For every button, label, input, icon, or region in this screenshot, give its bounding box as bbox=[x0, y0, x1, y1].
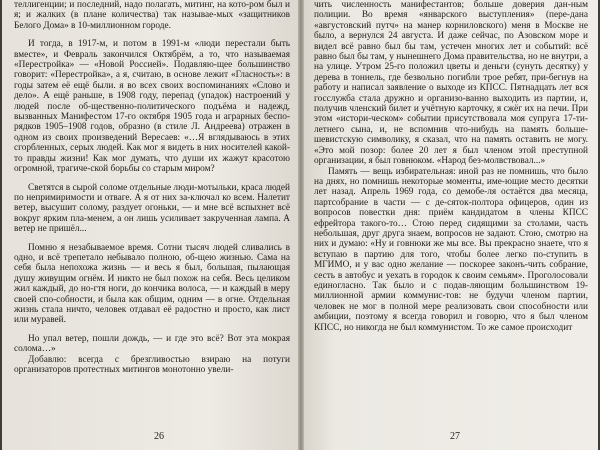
right-page bbox=[300, 0, 598, 450]
paragraph: чить численность манифестантов; больше доверия дан-ным полиции. Во время «январского выступления» (пере-дана «августовский путч» на манер корниловского) меня в Москве не было, а вернулся 24 августа. И даже сейчас, по Азовском море и видел всё равно был бы там, устечен многих лет и событий: всё равно был бы там, у нынешнего Дома правительства, но не внутри, а на улице. Утром 25-го положил цветы и деньги (сунуть десятку) у дерева в тоннель, где безвольно погибли трое ребят, при-бегнув на работу и написал заявление о выходе из КПСС. Пятнадцать лет вся госслужба стала дружно и организо-ванно выходить из партии, и, получив членский билет и учётную карточку, я сжёг их на печи. При этом «истори-ческом» событии присутствовала моя супруга 17-ти-летнего сына, и, не вспомнив что-нибудь на память больше-шевистскую символику, я сказал, что на память оставить не могу. «Это мой позор: более 20 лет я был членом этой преступной организации, я был говнюком. «Народ без-молвствовал...» bbox=[314, 0, 588, 167]
page-number: 26 bbox=[154, 431, 164, 442]
paragraph: Помню я незабываемое время. Сотни тысяч людей сливались в одно, и всё трепетало небывало полною, об-щею жизнью. Сама на себя была непохожа жизнь — и весь я был, большая, пылающая душу живущим огнём. И никто не был похож на себя. Весь целиком жил каждый, до но-гтя ноги, до кончика волоса, — и каждый в меру своей спо-собности, и была как общим, одним — в огне. Отдельная жизнь стала ничто, человек отдавал её радостно и просто, как лист или муравей. bbox=[14, 242, 290, 326]
left-page bbox=[2, 0, 300, 450]
paragraph: И тогда, в 1917-м, и потом в 1991-м «люди перестали быть вместе», и Февраль закончился Октябрём, а то, что называемая «Перестройка» — «Новой Россией». Подавляю-щее большинство говорит: «Перестройка», а я, считаю, в основе лежит «Гласность»: в годы затем её ещё были. я во всех своих воспоминаниях «Слово и дело». А ещё раньше, в 1908 году, перепад (упадок) настроений у людей после об-щественно-политического подъёма и надежд, вызванных Манифестом 17-го октября 1905 года и аграрных беспо-рядков 1905–1908 годов, образно (в стиле Л. Андреева) отражен в одном из своих произведений Вересаев: «…Я вглядываюсь в этих сгорбленных, серых людей. Как мог я видеть в них носителей какой-то правды жизни! Как мог думать, что души их жажут красотою огромной, трагиче-ской борьбы со старым миром? bbox=[14, 39, 290, 175]
right-page-text bbox=[314, 0, 588, 333]
page-number: 27 bbox=[450, 431, 460, 442]
paragraph: Светятся в сырой соломе отдельные люди-мотыльки, краса людей по непримиримости и отваге. А я от них за-ключал ко всем. Налетит ветер, высушит солому, раздует огоньки, — и мне всё вспыхнет всё вокруг ярким пла-менем, а он лишь усиливает закрученная лампа. А ветер не пришёл... bbox=[14, 182, 291, 235]
paragraph: Но упал ветер, пошли дождь, — и где это всё? Вот эта мокрая солома…» bbox=[14, 333, 290, 355]
paragraph: Память — вещь избирательная: иной раз не помнишь, что было на днях, но помнишь некоторые моменты, име-ющие место десятки лет назад. Апрель 1969 года, со демобе-ля остаётся два месяца, партсобрание в части — с де-сяток-полтора офицеров, один из вопросов повестки дня: приём кандидатом в члены КПСС ефрейтора такого-то… Стою перед сидящими за столами, часть небольшая, друг друга знаем, вопросов не задают. Стою, смотрю на них и думаю: «Ну и говнюки же мы все. Вы прекрасно знаете, что я вступаю в партию для того, чтобы более легко по-ступить в МГИМО, и у вас одно желание — поскорее законъ-чить собрание, сесть в автобус и уехать в городок к своим семьям». Проголосовали единогласно. Так было и с подав-ляющим большинством 19-миллионной армии коммунис-тов: не будучи членом партии, человек не мог в полной мере реализовать свои способности или амбиции, поэтому я всегда говорил и говорю, что я был членом КПСС, но никогда не был коммунистом. То же самое происходит bbox=[314, 166, 588, 333]
open-book bbox=[2, 0, 598, 450]
paragraph: Добавлю: всегда с брезгливостью взираю на потуги организаторов протестных митингов монотонно увели- bbox=[14, 354, 290, 375]
left-page-text bbox=[14, 0, 290, 375]
book-gutter bbox=[298, 0, 304, 450]
paragraph: теллигенции; и последний, надо полагать, митинг, на кото-ром был и я; и жалких (в плане количества) так называе-мых «защитников Белого Дома» в 10-миллионном городе. bbox=[14, 0, 290, 31]
